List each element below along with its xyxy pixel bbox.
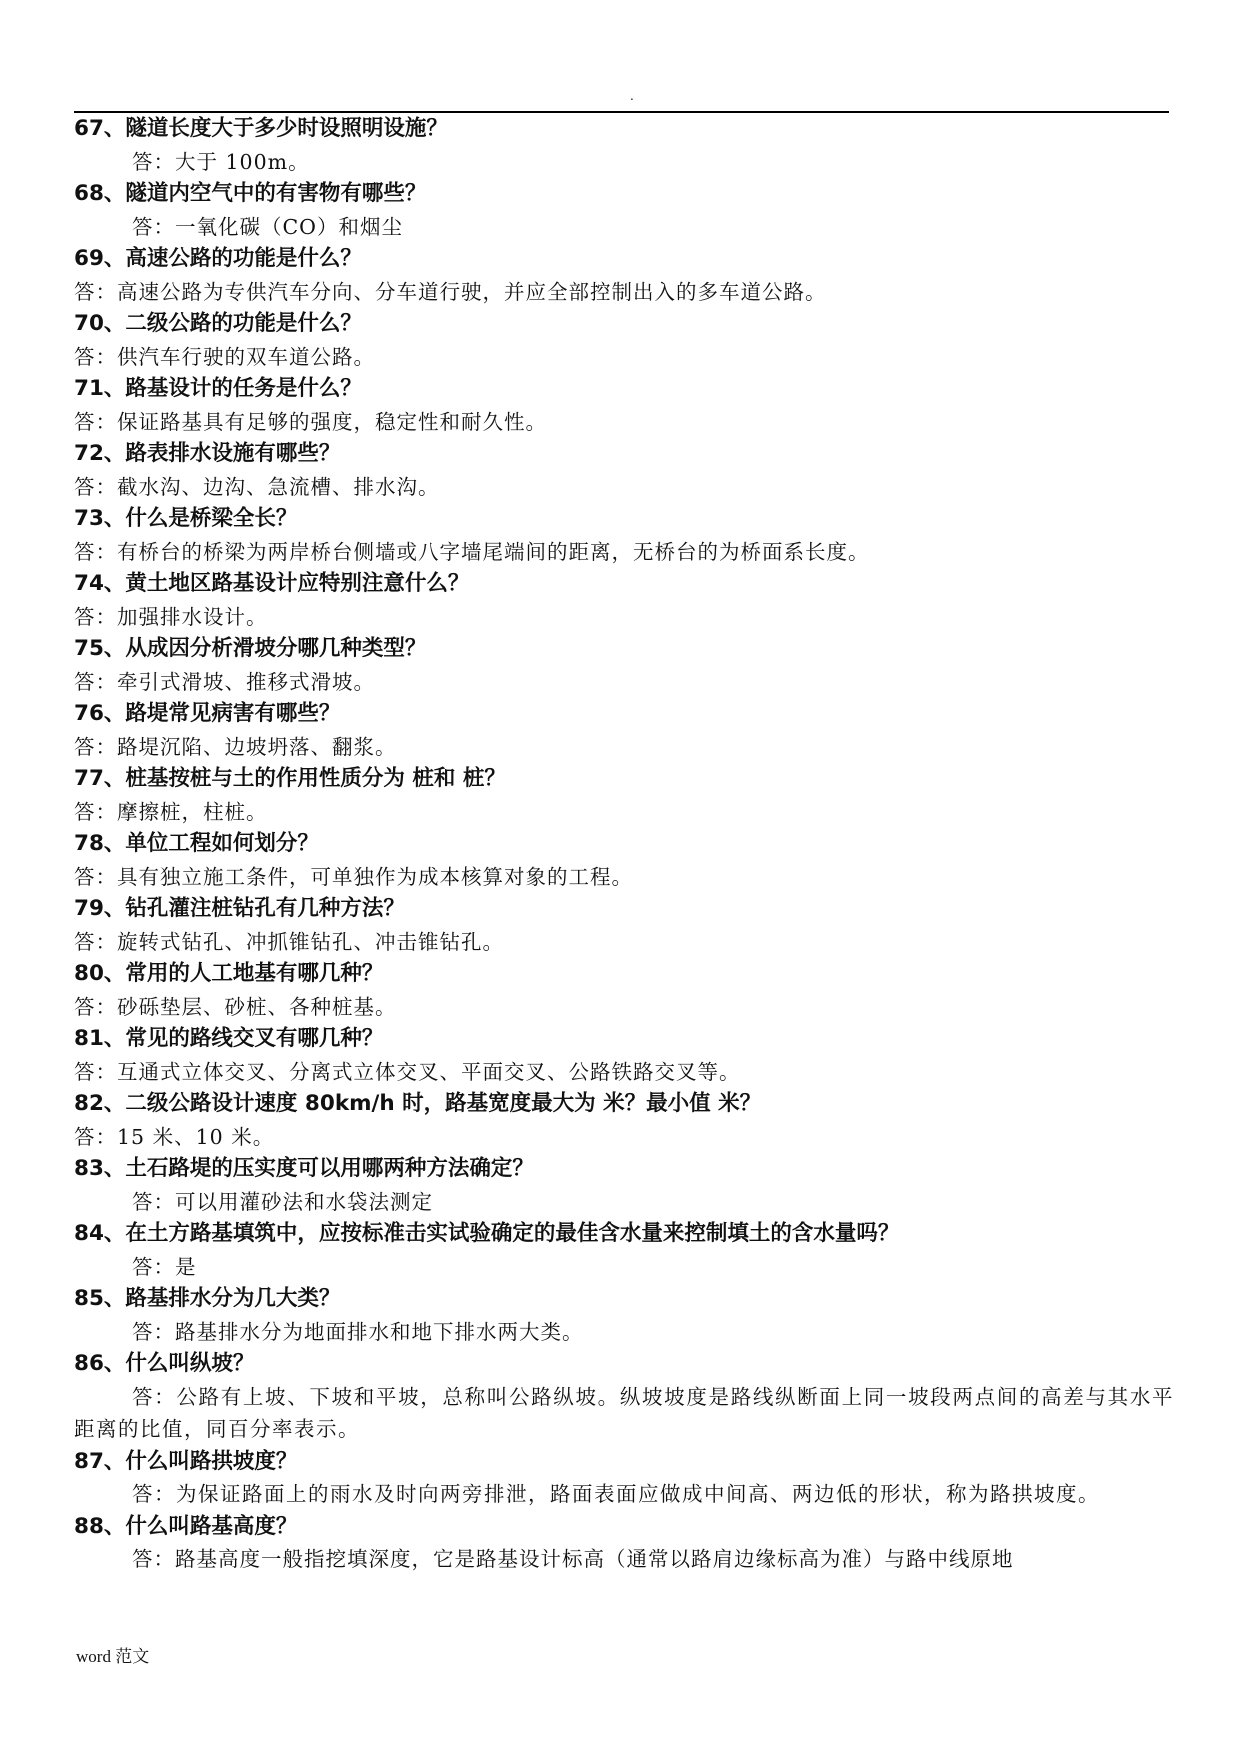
answer: 答：牵引式滑坡、推移式滑坡。 [74,669,375,694]
answer: 答：是 [132,1254,197,1279]
answer: 答：供汽车行驶的双车道公路。 [74,344,375,369]
qa-item [74,958,1174,1023]
question: 77、桩基按桩与土的作用性质分为 桩和 桩？ [74,766,506,791]
question: 81、常见的路线交叉有哪几种？ [74,1026,384,1051]
answer: 答：保证路基具有足够的强度，稳定性和耐久性。 [74,409,547,434]
question: 79、钻孔灌注桩钻孔有几种方法？ [74,896,405,921]
question: 78、单位工程如何划分？ [74,831,319,856]
question: 68、隧道内空气中的有害物有哪些？ [74,181,427,206]
question: 70、二级公路的功能是什么？ [74,311,362,336]
question: 74、黄土地区路基设计应特别注意什么？ [74,571,470,596]
qa-item [74,893,1174,958]
answer: 答：高速公路为专供汽车分向、分车道行驶，并应全部控制出入的多车道公路。 [74,279,827,304]
answer: 答：加强排水设计。 [74,604,268,629]
qa-item [74,1218,1174,1283]
question: 82、二级公路设计速度 80km/h 时，路基宽度最大为 米？最小值 米？ [74,1091,762,1116]
answer: 答：一氧化碳（CO）和烟尘 [132,214,403,239]
qa-item [74,178,1174,243]
answer: 答：路基排水分为地面排水和地下排水两大类。 [132,1319,584,1344]
qa-item [74,1153,1174,1218]
answer: 答：可以用灌砂法和水袋法测定 [132,1189,433,1214]
qa-item [74,503,1174,568]
answer: 答：大于 100m。 [132,149,310,174]
question: 75、从成因分析滑坡分哪几种类型？ [74,636,427,661]
document-body [74,113,1174,1576]
qa-item [74,373,1174,438]
question: 84、在土方路基填筑中，应按标准击实试验确定的最佳含水量来控制填土的含水量吗？ [74,1221,900,1246]
qa-item [74,633,1174,698]
answer: 答：15 米、10 米。 [74,1124,275,1149]
qa-item [74,568,1174,633]
question: 73、什么是桥梁全长？ [74,506,298,531]
qa-item [74,243,1174,308]
qa-item [74,1088,1174,1153]
question: 85、路基排水分为几大类？ [74,1286,341,1311]
question: 83、土石路堤的压实度可以用哪两种方法确定？ [74,1156,534,1181]
qa-item [74,698,1174,763]
answer: 答：有桥台的桥梁为两岸桥台侧墙或八字墙尾端间的距离，无桥台的为桥面系长度。 [74,539,870,564]
question: 69、高速公路的功能是什么？ [74,246,362,271]
qa-item [74,113,1174,178]
answer: 答：互通式立体交叉、分离式立体交叉、平面交叉、公路铁路交叉等。 [74,1059,741,1084]
question: 72、路表排水设施有哪些？ [74,441,341,466]
question: 67、隧道长度大于多少时设照明设施？ [74,116,448,141]
question: 86、什么叫纵坡？ [74,1351,255,1376]
qa-item [74,1348,1174,1446]
question: 71、路基设计的任务是什么？ [74,376,362,401]
question: 76、路堤常见病害有哪些？ [74,701,341,726]
question: 88、什么叫路基高度？ [74,1513,298,1539]
answer: 答：路基高度一般指挖填深度，它是路基设计标高（通常以路肩边缘标高为准）与路中线原地 [132,1547,1014,1571]
question: 80、常用的人工地基有哪几种？ [74,961,384,986]
answer: 答：路堤沉陷、边坡坍落、翻浆。 [74,734,397,759]
qa-item [74,308,1174,373]
answer: 答：具有独立施工条件，可单独作为成本核算对象的工程。 [74,864,633,889]
qa-item [74,1446,1174,1511]
qa-item [74,1023,1174,1088]
answer: 答：截水沟、边沟、急流槽、排水沟。 [74,474,440,499]
answer: 答：公路有上坡、下坡和平坡，总称叫公路纵坡。纵坡坡度是路线纵断面上同一坡段两点间的高差与其水平距离的比值，同百分率表示。 [74,1384,1174,1441]
qa-item [74,438,1174,503]
answer: 答：摩擦桩，柱桩。 [74,799,268,824]
question: 87、什么叫路拱坡度？ [74,1448,298,1474]
qa-item [74,1511,1174,1576]
qa-item [74,763,1174,828]
answer: 答：旋转式钻孔、冲抓锥钻孔、冲击锥钻孔。 [74,929,504,954]
qa-item [74,1283,1174,1348]
answer: 答：为保证路面上的雨水及时向两旁排泄，路面表面应做成中间高、两边低的形状，称为路拱坡度。 [132,1482,1100,1506]
footer-label: word 范文 [76,1647,150,1666]
qa-item [74,828,1174,893]
answer: 答：砂砾垫层、砂桩、各种桩基。 [74,994,397,1019]
header-mark: . [630,89,634,103]
